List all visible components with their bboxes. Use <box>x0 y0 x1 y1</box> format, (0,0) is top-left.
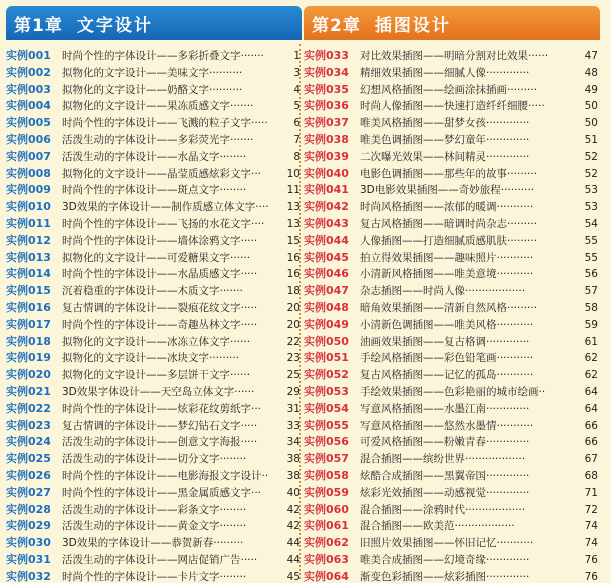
example-title: 唯美风格插图——甜梦女孩············· <box>360 117 530 130</box>
example-title: 时尚个性的字体设计——炫彩花纹剪纸字··· <box>62 402 262 415</box>
toc-entry[interactable] <box>304 115 600 132</box>
toc-entry[interactable] <box>6 82 302 99</box>
example-number: 实例007 <box>6 149 51 163</box>
toc-entry[interactable] <box>6 199 302 216</box>
example-number: 实例023 <box>6 418 51 432</box>
page-number: 52 <box>584 167 598 180</box>
example-title: 渐变色彩插图——炫彩插图············· <box>360 570 530 583</box>
example-title: 复古风格插图——记忆的孤岛··········· <box>360 369 534 382</box>
page-number: 50 <box>584 117 598 130</box>
toc-entry[interactable] <box>6 317 302 334</box>
example-title: 时尚个性的字体设计——电影海报文字设计·· <box>62 469 269 482</box>
chapter-2-toc-list <box>304 48 600 586</box>
example-title: 活泼生动的字体设计——创意文字海报····· <box>62 436 258 449</box>
example-number: 实例004 <box>6 99 51 113</box>
example-number: 实例003 <box>6 82 51 96</box>
example-number: 实例027 <box>6 485 51 499</box>
example-title: 时尚个性的字体设计——水晶质感文字····· <box>62 268 258 281</box>
page-number: 68 <box>584 469 598 482</box>
example-title: 时尚个性的字体设计——飞溅的粒子文字····· <box>62 117 268 130</box>
page-number: 57 <box>584 285 598 298</box>
page-number: 66 <box>584 436 598 449</box>
example-title: 混合插图——涂鸦时代·················· <box>360 503 526 516</box>
example-number: 实例010 <box>6 200 51 214</box>
toc-entry[interactable] <box>304 48 600 65</box>
example-number: 实例016 <box>6 300 51 314</box>
example-number: 实例024 <box>6 435 51 449</box>
example-number: 实例032 <box>6 569 51 583</box>
toc-entry[interactable] <box>304 535 600 552</box>
example-title: 复古情调的字体设计——裂痕花纹文字····· <box>62 301 258 314</box>
page-number: 16 <box>286 268 300 281</box>
example-number: 实例008 <box>6 166 51 180</box>
page-number: 4 <box>293 83 300 96</box>
example-number: 实例056 <box>304 435 349 449</box>
toc-entry[interactable] <box>6 350 302 367</box>
toc-entry[interactable] <box>6 283 302 300</box>
example-number: 实例002 <box>6 65 51 79</box>
page-number: 15 <box>286 234 300 247</box>
toc-entry[interactable] <box>6 166 302 183</box>
example-number: 实例039 <box>304 149 349 163</box>
page-number: 53 <box>584 201 598 214</box>
toc-entry[interactable] <box>6 552 302 569</box>
example-title: 杂志插图——时尚人像·················· <box>360 285 526 298</box>
example-title: 拟物化的文字设计——可爱糖果文字······ <box>62 251 251 264</box>
example-title: 唯美色调插图——梦幻童年············· <box>360 133 530 146</box>
example-number: 实例050 <box>304 334 349 348</box>
example-title: 可爱风格插图——粉嫩青春············· <box>360 436 530 449</box>
page-number: 66 <box>584 419 598 432</box>
page-number: 61 <box>584 335 598 348</box>
chapter-2-title: 插图设计 <box>374 15 451 36</box>
example-title: 拟物化的文字设计——冰冻立体文字······ <box>62 335 251 348</box>
example-number: 实例046 <box>304 267 349 281</box>
example-title: 复古风格插图——暗调时尚杂志········· <box>360 217 538 230</box>
page-number: 10 <box>286 167 300 180</box>
toc-entry[interactable] <box>304 367 600 384</box>
page-number: 13 <box>286 201 300 214</box>
page-number: 16 <box>286 251 300 264</box>
toc-entry[interactable] <box>304 350 600 367</box>
chapter-2-banner <box>304 6 600 40</box>
example-number: 实例053 <box>304 384 349 398</box>
example-number: 实例035 <box>304 82 349 96</box>
example-title: 3D效果字体设计——天空岛立体文字······ <box>62 385 255 398</box>
toc-entry[interactable] <box>304 182 600 199</box>
column-divider <box>299 44 301 579</box>
example-title: 时尚个性的字体设计——黑金属质感文字··· <box>62 486 262 499</box>
page-number: 76 <box>584 570 598 583</box>
example-number: 实例063 <box>304 552 349 566</box>
example-title: 二次曝光效果——林间精灵············· <box>360 150 530 163</box>
page-number: 74 <box>584 537 598 550</box>
page-number: 7 <box>293 133 300 146</box>
page-number: 6 <box>293 117 300 130</box>
page-number: 23 <box>286 352 300 365</box>
toc-entry[interactable] <box>304 502 600 519</box>
page-number: 54 <box>584 217 598 230</box>
page-number: 76 <box>584 553 598 566</box>
example-title: 拟物化的文字设计——冰块文字········· <box>62 352 240 365</box>
example-number: 实例017 <box>6 317 51 331</box>
page-number: 22 <box>286 335 300 348</box>
page-number: 51 <box>584 133 598 146</box>
example-number: 实例059 <box>304 485 349 499</box>
toc-entry[interactable] <box>304 65 600 82</box>
example-title: 时尚个性的字体设计——奇趣丛林文字····· <box>62 318 258 331</box>
chapter-1-title: 文字设计 <box>76 15 153 36</box>
toc-entry[interactable] <box>6 418 302 435</box>
toc-entry[interactable] <box>6 502 302 519</box>
example-number: 实例019 <box>6 351 51 365</box>
example-number: 实例031 <box>6 552 51 566</box>
example-title: 油画效果插图——复古格调············· <box>360 335 530 348</box>
page-number: 53 <box>584 184 598 197</box>
page-number: 71 <box>584 486 598 499</box>
example-number: 实例057 <box>304 452 349 466</box>
example-title: 拟物化的文字设计——果冻质感文字······· <box>62 100 254 113</box>
example-title: 时尚个性的字体设计——飞扬的水花文字···· <box>62 217 265 230</box>
page-number: 40 <box>286 486 300 499</box>
example-number: 实例042 <box>304 200 349 214</box>
toc-entry[interactable] <box>6 233 302 250</box>
toc-entry[interactable] <box>304 98 600 115</box>
toc-entry[interactable] <box>6 182 302 199</box>
page-number: 44 <box>286 537 300 550</box>
example-title: 写意风格插图——水墨江南············· <box>360 402 530 415</box>
example-title: 拟物化的文字设计——多层饼干文字······ <box>62 369 251 382</box>
example-number: 实例033 <box>304 49 349 62</box>
toc-entry[interactable] <box>6 149 302 166</box>
toc-entry[interactable] <box>304 317 600 334</box>
page-number: 55 <box>584 234 598 247</box>
example-number: 实例012 <box>6 233 51 247</box>
example-number: 实例036 <box>304 99 349 113</box>
page-number: 64 <box>584 385 598 398</box>
example-title: 时尚个性的字体设计——墙体涂鸦文字····· <box>62 234 258 247</box>
page-number: 52 <box>584 150 598 163</box>
example-title: 拟物化的文字设计——美味文字·········· <box>62 66 243 79</box>
page-number: 72 <box>584 503 598 516</box>
example-title: 活泼生动的字体设计——多彩荧光字······· <box>62 133 254 146</box>
toc-entry[interactable] <box>304 132 600 149</box>
example-number: 实例018 <box>6 334 51 348</box>
example-number: 实例044 <box>304 233 349 247</box>
example-title: 写意风格插图——悠然水墨情··········· <box>360 419 534 432</box>
example-number: 实例062 <box>304 536 349 550</box>
example-title: 活泼生动的字体设计——黄金文字········ <box>62 520 247 533</box>
toc-entry[interactable] <box>6 518 302 535</box>
toc-entry[interactable] <box>6 535 302 552</box>
page-number: 3 <box>293 66 300 79</box>
page-number: 55 <box>584 251 598 264</box>
example-title: 时尚个性的字体设计——多彩折叠文字······· <box>62 50 264 62</box>
example-title: 时尚个性的字体设计——斑点文字········ <box>62 184 247 197</box>
example-title: 人像插图——打造细腻质感肌肤········· <box>360 234 538 247</box>
page-number: 18 <box>286 285 300 298</box>
page-number: 48 <box>584 66 598 79</box>
page-number: 13 <box>286 217 300 230</box>
toc-entry[interactable] <box>6 384 302 401</box>
example-number: 实例064 <box>304 569 349 583</box>
toc-entry[interactable] <box>6 250 302 267</box>
example-title: 精细效果插图——细腻人像············· <box>360 66 530 79</box>
page-number: 45 <box>286 570 300 583</box>
example-number: 实例043 <box>304 216 349 230</box>
page-number: 56 <box>584 268 598 281</box>
toc-entry[interactable] <box>6 115 302 132</box>
example-number: 实例025 <box>6 452 51 466</box>
example-number: 实例041 <box>304 183 349 197</box>
page-number: 42 <box>286 520 300 533</box>
example-number: 实例060 <box>304 502 349 516</box>
toc-entry[interactable] <box>304 250 600 267</box>
example-title: 混合插图——欧美范·················· <box>360 520 515 533</box>
page-number: 8 <box>293 150 300 163</box>
chapter-1-toc-list <box>6 48 302 586</box>
example-number: 实例058 <box>304 468 349 482</box>
toc-entry[interactable] <box>304 401 600 418</box>
toc-entry[interactable] <box>304 418 600 435</box>
page-number: 58 <box>584 301 598 314</box>
toc-entry[interactable] <box>6 300 302 317</box>
example-number: 实例006 <box>6 132 51 146</box>
example-title: 3D效果的字体设计——恭贺新春········· <box>62 537 244 550</box>
example-number: 实例014 <box>6 267 51 281</box>
example-number: 实例021 <box>6 384 51 398</box>
example-number: 实例001 <box>6 49 51 62</box>
example-title: 对比效果插图——明暗分割对比效果······ <box>360 50 549 62</box>
page-number: 31 <box>286 402 300 415</box>
toc-entry[interactable] <box>6 334 302 351</box>
page-number: 29 <box>286 385 300 398</box>
page-number: 50 <box>584 100 598 113</box>
example-number: 实例011 <box>6 216 51 230</box>
toc-entry[interactable] <box>6 132 302 149</box>
toc-entry[interactable] <box>304 283 600 300</box>
example-number: 实例055 <box>304 418 349 432</box>
example-title: 时尚个性的字体设计——卡片文字········ <box>62 570 247 583</box>
toc-entry[interactable] <box>6 98 302 115</box>
page-number: 74 <box>584 520 598 533</box>
example-title: 活泼生动的字体设计——水晶文字········ <box>62 150 247 163</box>
example-number: 实例034 <box>304 65 349 79</box>
page-number: 64 <box>584 402 598 415</box>
toc-entry[interactable] <box>304 149 600 166</box>
example-number: 实例040 <box>304 166 349 180</box>
toc-entry[interactable] <box>6 216 302 233</box>
example-title: 拍立得效果插图——趣味照片··········· <box>360 251 534 264</box>
example-number: 实例045 <box>304 250 349 264</box>
toc-entry[interactable] <box>6 48 302 65</box>
example-number: 实例013 <box>6 250 51 264</box>
example-title: 电影色调插图——那些年的故事········· <box>360 167 538 180</box>
example-title: 时尚风格插图——浓郁的暖调··········· <box>360 201 534 214</box>
chapter-2-column <box>304 6 600 583</box>
toc-entry[interactable] <box>304 300 600 317</box>
toc-entry[interactable] <box>304 166 600 183</box>
page-number: 38 <box>286 469 300 482</box>
example-title: 暗角效果插图——清新自然风格········· <box>360 301 538 314</box>
example-title: 小清新色调插图——唯美风格··········· <box>360 318 534 331</box>
toc-entry[interactable] <box>304 434 600 451</box>
example-title: 小清新风格插图——唯美意境··········· <box>360 268 534 281</box>
toc-entry[interactable] <box>6 468 302 485</box>
toc-entry[interactable] <box>6 485 302 502</box>
example-title: 幻想风格插图——绘画涂抹插画········· <box>360 83 538 96</box>
page-number: 42 <box>286 503 300 516</box>
toc-entry[interactable] <box>304 216 600 233</box>
toc-entry[interactable] <box>304 468 600 485</box>
page-number: 33 <box>286 419 300 432</box>
chapter-1-label: 第1章 <box>14 15 63 36</box>
example-title: 拟物化的文字设计——奶酪文字·········· <box>62 83 243 96</box>
example-number: 实例052 <box>304 368 349 382</box>
example-number: 实例022 <box>6 401 51 415</box>
page-number: 11 <box>286 184 300 197</box>
example-number: 实例009 <box>6 183 51 197</box>
page-number: 59 <box>584 318 598 331</box>
example-title: 混合插图——缤纷世界·················· <box>360 453 526 466</box>
page-number: 62 <box>584 352 598 365</box>
example-title: 拟物化的文字设计——晶莹质感炫彩文字··· <box>62 167 262 180</box>
example-number: 实例038 <box>304 132 349 146</box>
chapter-1-column <box>6 6 302 583</box>
example-title: 3D效果的字体设计——制作质感立体文字···· <box>62 201 269 214</box>
example-title: 活泼生动的字体设计——彩条文字········ <box>62 503 247 516</box>
toc-entry[interactable] <box>304 451 600 468</box>
example-title: 手绘效果插图——色彩艳丽的城市绘画·· <box>360 385 546 398</box>
toc-entry[interactable] <box>6 65 302 82</box>
example-number: 实例051 <box>304 351 349 365</box>
example-number: 实例015 <box>6 284 51 298</box>
example-number: 实例029 <box>6 519 51 533</box>
example-number: 实例054 <box>304 401 349 415</box>
toc-entry[interactable] <box>304 384 600 401</box>
page-number: 34 <box>286 436 300 449</box>
example-number: 实例030 <box>6 536 51 550</box>
example-number: 实例005 <box>6 116 51 130</box>
chapter-1-banner <box>6 6 302 40</box>
example-title: 复古情调的字体设计——梦幻钻石文字····· <box>62 419 258 432</box>
example-number: 实例026 <box>6 468 51 482</box>
toc-entry[interactable] <box>304 334 600 351</box>
example-title: 活泼生动的字体设计——网店促销广告····· <box>62 553 258 566</box>
page-number: 38 <box>286 453 300 466</box>
example-title: 炫酷合成插图——黑翼帝国············· <box>360 469 530 482</box>
page-number: 20 <box>286 301 300 314</box>
toc-entry[interactable] <box>6 266 302 283</box>
page-number: 25 <box>286 369 300 382</box>
toc-entry[interactable] <box>304 199 600 216</box>
example-number: 实例049 <box>304 317 349 331</box>
page-number: 1 <box>293 50 300 62</box>
chapter-2-label: 第2章 <box>312 15 361 36</box>
example-number: 实例061 <box>304 519 349 533</box>
toc-entry[interactable] <box>6 451 302 468</box>
example-title: 手绘风格插图——彩色铅笔画··········· <box>360 352 534 365</box>
example-title: 活泼生动的字体设计——切分文字········ <box>62 453 247 466</box>
example-title: 3D电影效果插图——奇妙旅程·········· <box>360 184 535 197</box>
example-number: 实例048 <box>304 300 349 314</box>
page-number: 5 <box>293 100 300 113</box>
page-number: 67 <box>584 453 598 466</box>
page-number: 47 <box>584 50 598 62</box>
toc-entry[interactable] <box>304 552 600 569</box>
example-number: 实例028 <box>6 502 51 516</box>
example-title: 时尚人像插图——快速打造纤纤细腰····· <box>360 100 545 113</box>
toc-entry[interactable] <box>6 367 302 384</box>
toc-entry[interactable] <box>304 82 600 99</box>
example-number: 实例047 <box>304 284 349 298</box>
example-title: 沉着稳重的字体设计——木质文字······· <box>62 285 243 298</box>
example-title: 旧照片效果插图——怀旧记忆··········· <box>360 537 534 550</box>
toc-entry[interactable] <box>6 434 302 451</box>
example-number: 实例037 <box>304 116 349 130</box>
example-title: 唯美合成插图——幻境奇缘············· <box>360 553 530 566</box>
page-number: 62 <box>584 369 598 382</box>
page-number: 44 <box>286 553 300 566</box>
page-number: 49 <box>584 83 598 96</box>
example-number: 实例020 <box>6 368 51 382</box>
page-number: 20 <box>286 318 300 331</box>
toc-entry[interactable] <box>304 266 600 283</box>
toc-entry[interactable] <box>304 233 600 250</box>
toc-entry[interactable] <box>304 485 600 502</box>
example-title: 炫彩光效插图——动感视觉············· <box>360 486 530 499</box>
toc-entry[interactable] <box>304 518 600 535</box>
toc-entry[interactable] <box>6 401 302 418</box>
